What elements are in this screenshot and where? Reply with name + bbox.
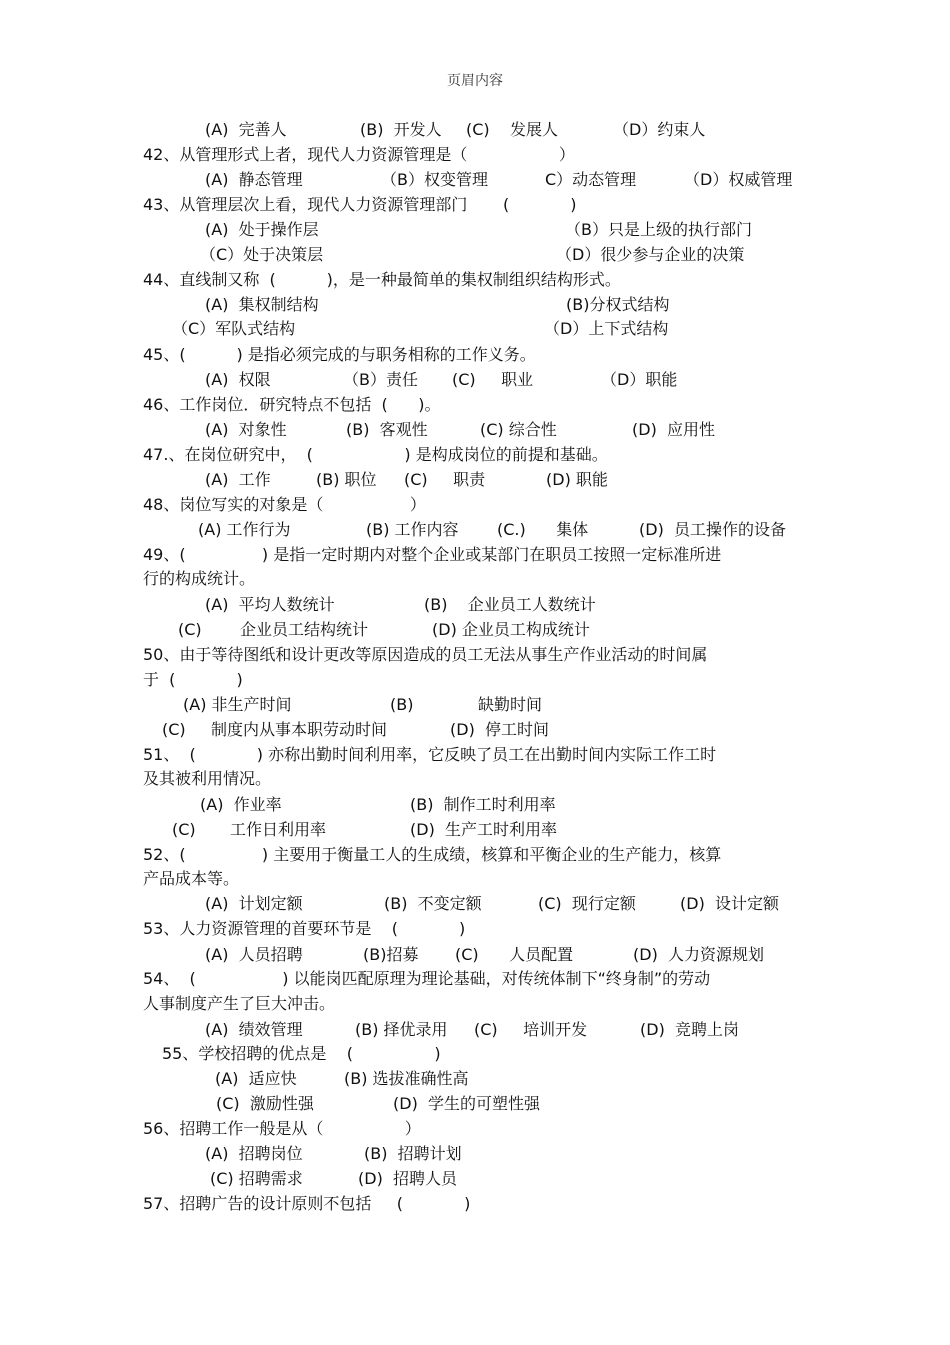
option-text: (A) 权限	[205, 369, 271, 389]
text-line	[0, 1041, 950, 1066]
text-line	[0, 916, 950, 941]
question-text: 48、岗位写实的对象是（ ）	[143, 494, 426, 514]
option-text: （B）权变管理	[381, 169, 488, 189]
option-text: (D) 停工时间	[450, 719, 549, 739]
text-line	[0, 891, 950, 916]
text-line	[0, 142, 950, 167]
question-text: 人事制度产生了巨大冲击。	[143, 993, 336, 1013]
option-text: (A) 招聘岗位	[205, 1143, 303, 1163]
question-text: 46、工作岗位．研究特点不包括 ( )。	[143, 394, 441, 414]
option-text: (B)分权式结构	[566, 294, 670, 314]
question-text: 49、( ) 是指一定时期内对整个企业或某部门在职员工按照一定标准所进	[143, 544, 722, 564]
question-text: 56、招聘工作一般是从（ ）	[143, 1118, 421, 1138]
option-text: (B) 工作内容	[366, 519, 459, 539]
option-text: （C）处于决策层	[200, 244, 324, 264]
text-line	[0, 342, 950, 367]
option-text: (A) 对象性	[205, 419, 287, 439]
text-line	[0, 592, 950, 617]
text-line	[0, 1066, 950, 1091]
question-text: 产品成本等。	[143, 868, 240, 888]
option-text: (C)	[172, 819, 196, 839]
option-text: （C）军队式结构	[172, 318, 296, 338]
option-text: （D）上下式结构	[544, 318, 669, 338]
question-text: 55、学校招聘的优点是 ( )	[162, 1043, 441, 1063]
text-line	[0, 316, 950, 341]
option-text: （D）很少参与企业的决策	[556, 244, 745, 264]
question-text: 47.、在岗位研究中， ( ) 是构成岗位的前提和基础。	[143, 444, 608, 464]
question-text: 52、( ) 主要用于衡量工人的生成绩，核算和平衡企业的生产能力，核算	[143, 844, 722, 864]
question-text: 44、直线制又称 ( )，是一种最简单的集权制组织结构形式。	[143, 269, 621, 289]
option-text: (A) 计划定额	[205, 893, 303, 913]
question-text: 51、 ( ) 亦称出勤时间利用率，它反映了员工在出勤时间内实际工作工时	[143, 744, 717, 764]
text-line	[0, 1191, 950, 1216]
option-text: (D) 竞聘上岗	[640, 1019, 739, 1039]
option-text: 工作日利用率	[230, 819, 327, 839]
option-text: (C)	[162, 719, 186, 739]
option-text: (C) 职业	[452, 369, 534, 389]
option-text: 制度内从事本职劳动时间	[211, 719, 388, 739]
option-text: (A) 非生产时间	[183, 694, 292, 714]
option-text: C）动态管理	[545, 169, 637, 189]
option-text: (A) 静态管理	[205, 169, 303, 189]
option-text: (B) 招聘计划	[364, 1143, 462, 1163]
text-line	[0, 942, 950, 967]
text-line	[0, 1091, 950, 1116]
option-text: (A) 完善人	[205, 119, 287, 139]
option-text: （D）权威管理	[684, 169, 793, 189]
option-text: （D）职能	[601, 369, 678, 389]
question-text: 54、 ( ) 以能岗匹配原理为理论基础，对传统体制下“终身制”的劳动	[143, 968, 711, 988]
option-text: (C) 培训开发	[474, 1019, 588, 1039]
question-text: 53、人力资源管理的首要环节是 ( )	[143, 918, 466, 938]
question-text: 及其被利用情况。	[143, 768, 272, 788]
text-line	[0, 467, 950, 492]
text-line	[0, 1116, 950, 1141]
text-line	[0, 991, 950, 1016]
text-line	[0, 542, 950, 567]
option-text: (D) 设计定额	[680, 893, 779, 913]
option-text: (D) 生产工时利用率	[410, 819, 557, 839]
text-line	[0, 292, 950, 317]
option-text: (A) 平均人数统计	[205, 594, 335, 614]
text-line	[0, 766, 950, 791]
option-text: (B) 企业员工人数统计	[424, 594, 596, 614]
text-line	[0, 217, 950, 242]
option-text: (C) 人员配置	[455, 944, 574, 964]
option-text: （B）只是上级的执行部门	[565, 219, 752, 239]
text-line	[0, 117, 950, 142]
option-text: (D) 员工操作的设备	[639, 519, 786, 539]
option-text: (A) 适应快	[215, 1068, 297, 1088]
option-text: (B) 制作工时利用率	[410, 794, 556, 814]
option-text: (D) 招聘人员	[358, 1168, 457, 1188]
option-text: (D) 职能	[546, 469, 608, 489]
option-text: (A) 作业率	[200, 794, 282, 814]
option-text: (A) 绩效管理	[205, 1019, 303, 1039]
option-text: 缺勤时间	[478, 694, 543, 714]
option-text: (B) 选拔准确性高	[344, 1068, 469, 1088]
option-text: (A) 集权制结构	[205, 294, 319, 314]
option-text: (B) 职位	[316, 469, 377, 489]
text-line	[0, 242, 950, 267]
text-line	[0, 742, 950, 767]
text-line	[0, 492, 950, 517]
option-text: (C)	[178, 619, 202, 639]
option-text: (B)招募	[363, 944, 419, 964]
question-text: 57、招聘广告的设计原则不包括 ( )	[143, 1193, 471, 1213]
option-text: (B) 择优录用	[355, 1019, 448, 1039]
option-text: (B) 客观性	[346, 419, 428, 439]
option-text: （B）责任	[343, 369, 418, 389]
text-line	[0, 642, 950, 667]
text-line	[0, 442, 950, 467]
option-text: (A) 工作行为	[198, 519, 291, 539]
option-text: (D) 应用性	[632, 419, 715, 439]
text-line	[0, 667, 950, 692]
option-text: (D) 学生的可塑性强	[393, 1093, 540, 1113]
option-text: (B) 开发人	[360, 119, 442, 139]
text-line	[0, 367, 950, 392]
text-line	[0, 392, 950, 417]
text-line	[0, 167, 950, 192]
option-text: (B) 不变定额	[384, 893, 482, 913]
text-line	[0, 692, 950, 717]
option-text: (C) 激励性强	[216, 1093, 314, 1113]
page-header: 页眉内容	[447, 73, 503, 89]
option-text: (A) 处于操作层	[205, 219, 319, 239]
text-line	[0, 717, 950, 742]
question-text: 50、由于等待图纸和设计更改等原因造成的员工无法从事生产作业活动的时间属	[143, 644, 708, 664]
text-line	[0, 267, 950, 292]
text-line	[0, 617, 950, 642]
option-text: (A) 人员招聘	[205, 944, 303, 964]
option-text: (B)	[390, 694, 414, 714]
text-line	[0, 792, 950, 817]
option-text: 企业员工结构统计	[240, 619, 369, 639]
text-line	[0, 1141, 950, 1166]
text-line	[0, 517, 950, 542]
option-text: （D）约束人	[613, 119, 706, 139]
question-text: 于 ( )	[143, 669, 243, 689]
text-line	[0, 192, 950, 217]
text-line	[0, 966, 950, 991]
text-line	[0, 1017, 950, 1042]
option-text: (C) 职责	[404, 469, 486, 489]
question-text: 43、从管理层次上看，现代人力资源管理部门 ( )	[143, 194, 577, 214]
option-text: (C) 招聘需求	[210, 1168, 303, 1188]
option-text: (D) 企业员工构成统计	[432, 619, 590, 639]
option-text: (C.) 集体	[497, 519, 589, 539]
question-text: 行的构成统计。	[143, 568, 256, 588]
option-text: (C) 综合性	[480, 419, 557, 439]
text-line	[0, 817, 950, 842]
question-text: 45、( ) 是指必须完成的与职务相称的工作义务。	[143, 344, 536, 364]
option-text: (D) 人力资源规划	[633, 944, 764, 964]
text-line	[0, 566, 950, 591]
question-text: 42、从管理形式上者，现代人力资源管理是（ ）	[143, 144, 575, 164]
text-line	[0, 417, 950, 442]
option-text: (A) 工作	[205, 469, 271, 489]
text-line	[0, 866, 950, 891]
option-text: (C) 发展人	[466, 119, 559, 139]
text-line	[0, 842, 950, 867]
text-line	[0, 1166, 950, 1191]
option-text: (C) 现行定额	[538, 893, 636, 913]
